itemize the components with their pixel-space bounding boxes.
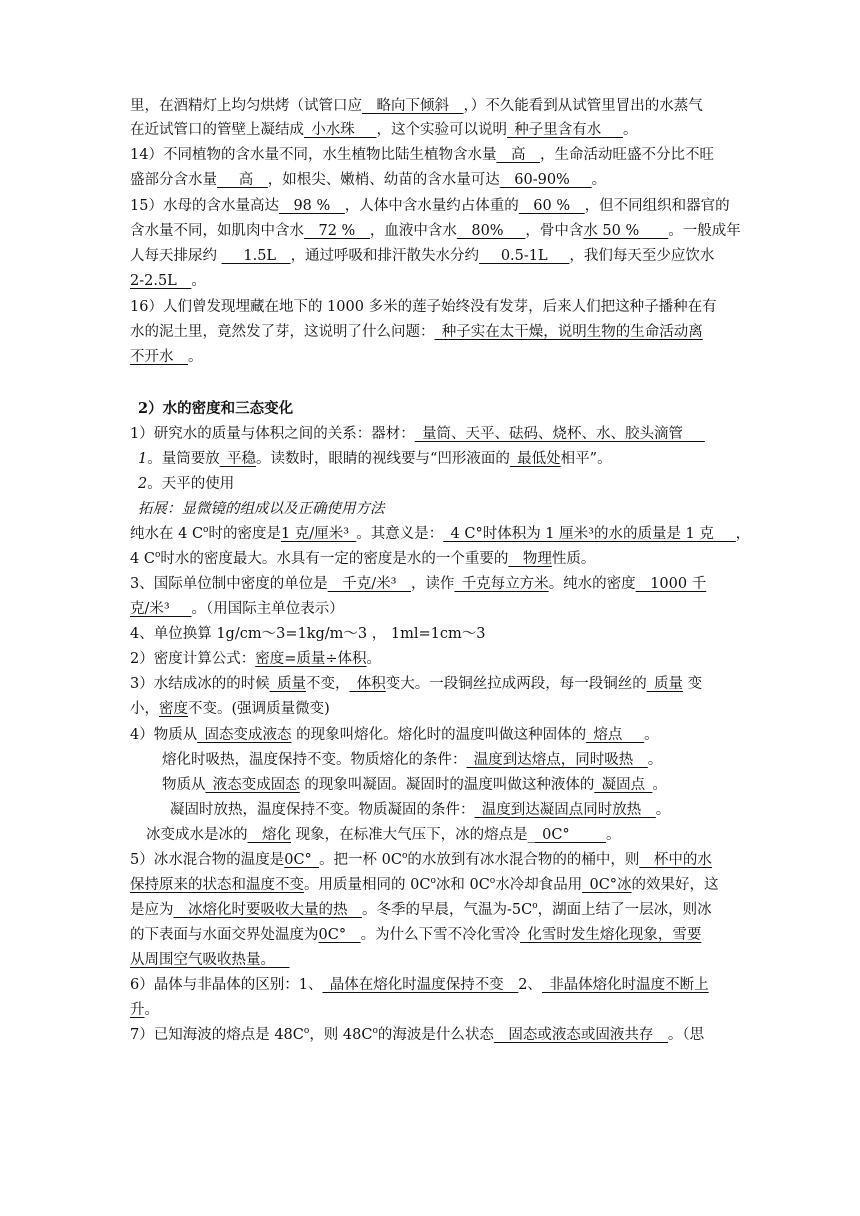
text-line <box>130 875 719 895</box>
text-line <box>130 96 703 116</box>
text-line <box>146 825 620 845</box>
text-segment: 盛部分含水量 <box>130 172 217 188</box>
text-segment: ，则 48C <box>309 1027 373 1043</box>
answer-blank: __72 %__ <box>304 223 370 239</box>
text-segment: 变 <box>682 676 703 692</box>
text-segment: o <box>532 901 538 912</box>
answer-blank: _体积 <box>349 676 386 692</box>
answer-blank: _固态变成液态 <box>197 727 292 743</box>
text-segment: 相平”。 <box>560 451 612 467</box>
text-segment: 凝固时放热，温度保持不变。物质凝固的条件： <box>170 802 475 818</box>
answer-blank: 密度 <box>159 701 188 717</box>
text-line <box>130 297 717 317</box>
text-line <box>130 549 595 569</box>
text-line <box>130 850 712 870</box>
text-segment: ，血液中含水 <box>369 223 457 239</box>
answer-blank: __物理 <box>508 551 552 567</box>
answer-blank: _化雪时发生熔化现象，雪要 <box>520 927 702 943</box>
text-line <box>130 1000 159 1020</box>
answer-blank: __98 %__ <box>278 198 345 214</box>
text-line <box>130 599 344 619</box>
answer-blank: _液态变成固态 <box>205 777 300 793</box>
text-segment: 时水的密度最大。水具有一定的密度是水的一个重要的 <box>160 551 509 567</box>
text-segment: o <box>154 550 161 561</box>
text-line <box>130 624 485 644</box>
text-segment: ，如根尖、嫩梢、幼苗的含水量可达 <box>267 172 500 188</box>
answer-blank: __1000 千 <box>635 576 707 592</box>
text-line <box>130 196 730 216</box>
text-line <box>130 246 714 266</box>
answer-blank: __80%___ <box>456 223 526 239</box>
text-segment: 。 <box>366 651 382 667</box>
text-line <box>130 725 659 745</box>
text-segment: 物质从 <box>162 777 206 793</box>
text-line <box>130 1025 704 1045</box>
text-segment: ，）不久能看到从试管里冒出的水蒸气 <box>463 98 703 114</box>
text-segment: 冰和 0C <box>435 877 490 893</box>
text-segment: 2 <box>138 476 148 492</box>
text-segment: 拓展：显微镜的组成以及正确使用方法 <box>138 501 385 517</box>
text-segment: 3）水结成冰的的时候 <box>130 676 270 692</box>
text-segment: 在近试管口的管壁上凝结成 <box>130 122 304 138</box>
text-segment: 。（用国际主单位表示） <box>191 601 344 617</box>
answer-blank: __高__ <box>496 147 540 163</box>
text-segment: 不变。(强调质量微变) <box>188 701 330 717</box>
text-segment: 。冬季的早晨，气温为-5C <box>362 902 533 918</box>
text-segment: 。读数时，眼睛的视线要与“凹形液面的 <box>255 451 510 467</box>
text-segment: 。一般成年 <box>668 223 741 239</box>
text-segment: 冰变成水是冰的 <box>146 827 248 843</box>
text-segment: 人每天排尿约 <box>130 248 222 264</box>
answer-blank: _凝固点_ <box>594 777 653 793</box>
text-segment: 3、国际单位制中密度的单位是 <box>130 576 328 592</box>
answer-blank: __冰熔化时要吸收大量的热__ <box>173 902 362 918</box>
text-segment: 4、单位换算 1g/cm～3=1kg/m～3 ， 1ml=1cm～3 <box>130 626 486 642</box>
text-segment: o <box>489 876 496 887</box>
answer-blank: __千克/米³__ <box>327 576 411 592</box>
text-segment: 是应为 <box>130 902 174 918</box>
text-line <box>130 649 381 669</box>
answer-blank: 0C°__ <box>318 927 361 943</box>
text-segment: ，湖面上结了一层冰，则冰 <box>537 902 712 918</box>
text-line <box>130 574 706 594</box>
text-segment: 。 <box>605 827 621 843</box>
answer-blank: _0C°_____ <box>534 827 606 843</box>
answer-blank: 不开水__ <box>130 349 188 365</box>
answer-blank: 升 <box>130 1002 145 1018</box>
text-segment: 16）人们曾发现埋藏在地下的 1000 多米的莲子始终没有发芽，后来人们把这种子播种在有 <box>130 299 717 315</box>
answer-blank: _非晶体熔化时温度不断上 <box>541 977 709 993</box>
text-segment: ，这个实验可以说明 <box>376 122 507 138</box>
text-segment: 不变， <box>305 676 350 692</box>
text-line <box>138 499 385 519</box>
answer-blank: 1 克/厘米³_ <box>280 526 357 542</box>
answer-blank: 水 50 %____ <box>583 223 669 239</box>
text-segment: 。 <box>623 122 638 138</box>
text-line <box>130 145 714 165</box>
text-segment: 1 <box>138 451 148 467</box>
text-segment: 。 <box>191 273 206 289</box>
text-segment: 4）物质从 <box>130 727 198 743</box>
text-segment: 。天平的使用 <box>147 476 235 492</box>
text-segment: 。其意义是： <box>356 526 444 542</box>
text-segment: 的现象叫凝固。凝固时的温度叫做这种液体的 <box>299 777 595 793</box>
text-line <box>162 775 667 795</box>
text-segment: ，骨中含 <box>525 223 584 239</box>
text-segment: 。为什么下雪不冷化雪冷 <box>360 927 521 943</box>
text-segment: ，但不同组织和器官的 <box>584 198 730 214</box>
text-segment: 6）晶体与非晶体的区别：1、 <box>130 977 323 993</box>
answer-blank: _平稳 <box>219 451 256 467</box>
answer-blank: 保持原来的状态和温度不变 <box>130 877 304 893</box>
text-line <box>130 674 702 694</box>
text-line <box>130 524 750 544</box>
text-line <box>130 170 606 190</box>
answer-blank: _种子里含有水___ <box>507 122 623 138</box>
text-segment: 7）已知海波的熔点是 48C <box>130 1027 304 1043</box>
text-line <box>130 975 709 995</box>
text-segment: 现象，在标准大气压下，冰的熔点是_ <box>291 827 535 843</box>
answer-blank: 克/米³___ <box>130 601 192 617</box>
text-segment: 小， <box>130 701 159 717</box>
answer-blank: _种子实在太干燥，说明生物的生命活动离 <box>434 324 703 340</box>
text-segment: 。用质量相同的 0C <box>304 877 431 893</box>
text-line <box>162 750 662 770</box>
text-segment: 的下表面与水面交界处温度为 <box>130 927 319 943</box>
answer-blank: _小水珠___ <box>304 122 377 138</box>
text-segment: 4 C <box>130 551 155 567</box>
text-line <box>130 424 705 444</box>
answer-blank: __杯中的水 <box>639 852 712 868</box>
text-segment: 。 <box>652 777 667 793</box>
answer-blank: _质量 <box>646 676 683 692</box>
answer-blank: ___0.5-1L___ <box>479 248 570 264</box>
text-segment: 。 <box>188 349 203 365</box>
answer-blank: __略向下倾斜__ <box>362 98 464 114</box>
answer-blank: _温度到达凝固点同时放热__ <box>474 802 656 818</box>
text-segment: 的现象叫熔化。熔化时的温度叫做这种固体的 <box>291 727 587 743</box>
text-segment: 15）水母的含水量高达 <box>130 198 279 214</box>
text-segment: 。纯水的密度 <box>548 576 636 592</box>
text-line <box>130 900 712 920</box>
text-segment: ，读作 <box>410 576 455 592</box>
text-line <box>130 271 206 291</box>
answer-blank: _量筒、天平、砝码、烧杯、水、胶头滴管___ <box>414 426 705 442</box>
text-line <box>130 347 203 367</box>
text-segment: 熔化时吸热，温度保持不变。物质熔化的条件： <box>162 752 467 768</box>
answer-blank: _0C°冰 <box>582 877 632 893</box>
text-segment: 里，在酒精灯上均匀烘烤（试管口应 <box>130 98 362 114</box>
text-segment: 1）研究水的质量与体积之间的关系：器材： <box>130 426 415 442</box>
answer-blank: _质量 <box>269 676 306 692</box>
text-segment: 性质。 <box>551 551 596 567</box>
text-line <box>130 950 290 970</box>
text-line <box>138 399 293 419</box>
text-segment: 5）冰水混合物的温度是 <box>130 852 285 868</box>
text-segment: 含水量不同，如肌肉中含水 <box>130 223 304 239</box>
answer-blank: _千克每立方米 <box>454 576 549 592</box>
text-line <box>130 699 330 719</box>
text-segment: 。把一杯 0C <box>319 852 402 868</box>
text-line <box>138 449 612 469</box>
answer-blank: 从周围空气吸收热量。__ <box>130 952 290 968</box>
text-segment: ，人体中含水量约占体重的 <box>344 198 519 214</box>
text-segment: 2）密度计算公式： <box>130 651 256 667</box>
text-line <box>130 322 703 342</box>
answer-blank: _4 C°时体积为 1 厘米³的水的质量是 1 克___ <box>443 526 736 542</box>
text-segment: o <box>372 1026 378 1037</box>
text-segment: 时的密度是 <box>208 526 281 542</box>
text-line <box>130 925 701 945</box>
text-line <box>138 474 234 494</box>
answer-blank: __固态或液态或固液共存__ <box>493 1027 668 1043</box>
text-segment: ，我们每天至少应饮水 <box>569 248 715 264</box>
text-segment: 。 <box>591 172 607 188</box>
text-segment: 。（思 <box>667 1027 705 1043</box>
text-segment: 2）水的密度和三态变化 <box>138 400 294 417</box>
text-line <box>170 800 670 820</box>
answer-blank: ___1.5L__ <box>221 248 291 264</box>
text-line <box>130 120 638 140</box>
answer-blank: __60 %__ <box>518 198 585 214</box>
answer-blank: _熔点___ <box>586 727 645 743</box>
text-segment: 2、 <box>518 977 542 993</box>
text-segment: 的效果好，这 <box>631 877 719 893</box>
text-segment: 变大。一段铜丝拉成两段，每一段铜丝的 <box>385 676 647 692</box>
text-line <box>130 221 741 241</box>
text-segment: 水冷却食品用 <box>495 877 583 893</box>
answer-blank: __60-90%___ <box>499 172 592 188</box>
answer-blank: _温度到达熔点，同时吸热__ <box>466 752 648 768</box>
answer-blank: __熔化 <box>247 827 291 843</box>
answer-blank: _最低处 <box>509 451 561 467</box>
text-segment: 。 <box>647 752 663 768</box>
text-segment: o <box>303 1026 310 1037</box>
answer-blank: 0C°_ <box>284 852 320 868</box>
text-segment: ， <box>735 526 751 542</box>
answer-blank: ___高__ <box>217 172 268 188</box>
text-segment: ，通过呼吸和排汗散失水分约 <box>290 248 480 264</box>
answer-blank: _晶体在熔化时温度保持不变__ <box>322 977 519 993</box>
text-segment: 纯水在 4 C <box>130 526 204 542</box>
text-segment: o <box>203 525 209 536</box>
text-segment: 。 <box>655 802 671 818</box>
answer-blank: 2-2.5L__ <box>130 273 192 289</box>
text-segment: 。 <box>644 727 659 743</box>
answer-blank: 密度=质量÷体积 <box>255 651 367 667</box>
text-segment: o <box>402 851 408 862</box>
text-segment: 。量筒要放 <box>147 451 220 467</box>
text-segment: 的海波是什么状态 <box>377 1027 494 1043</box>
text-segment: o <box>430 876 436 887</box>
text-segment: 14）不同植物的含水量不同，水生植物比陆生植物含水量 <box>130 147 497 163</box>
text-segment: 水的泥土里，竟然发了芽，这说明了什么问题： <box>130 324 435 340</box>
text-segment: 的水放到有冰水混合物的的桶中，则 <box>407 852 640 868</box>
text-segment: ，生命活动旺盛不分比不旺 <box>539 147 714 163</box>
text-segment: 。 <box>144 1002 159 1018</box>
